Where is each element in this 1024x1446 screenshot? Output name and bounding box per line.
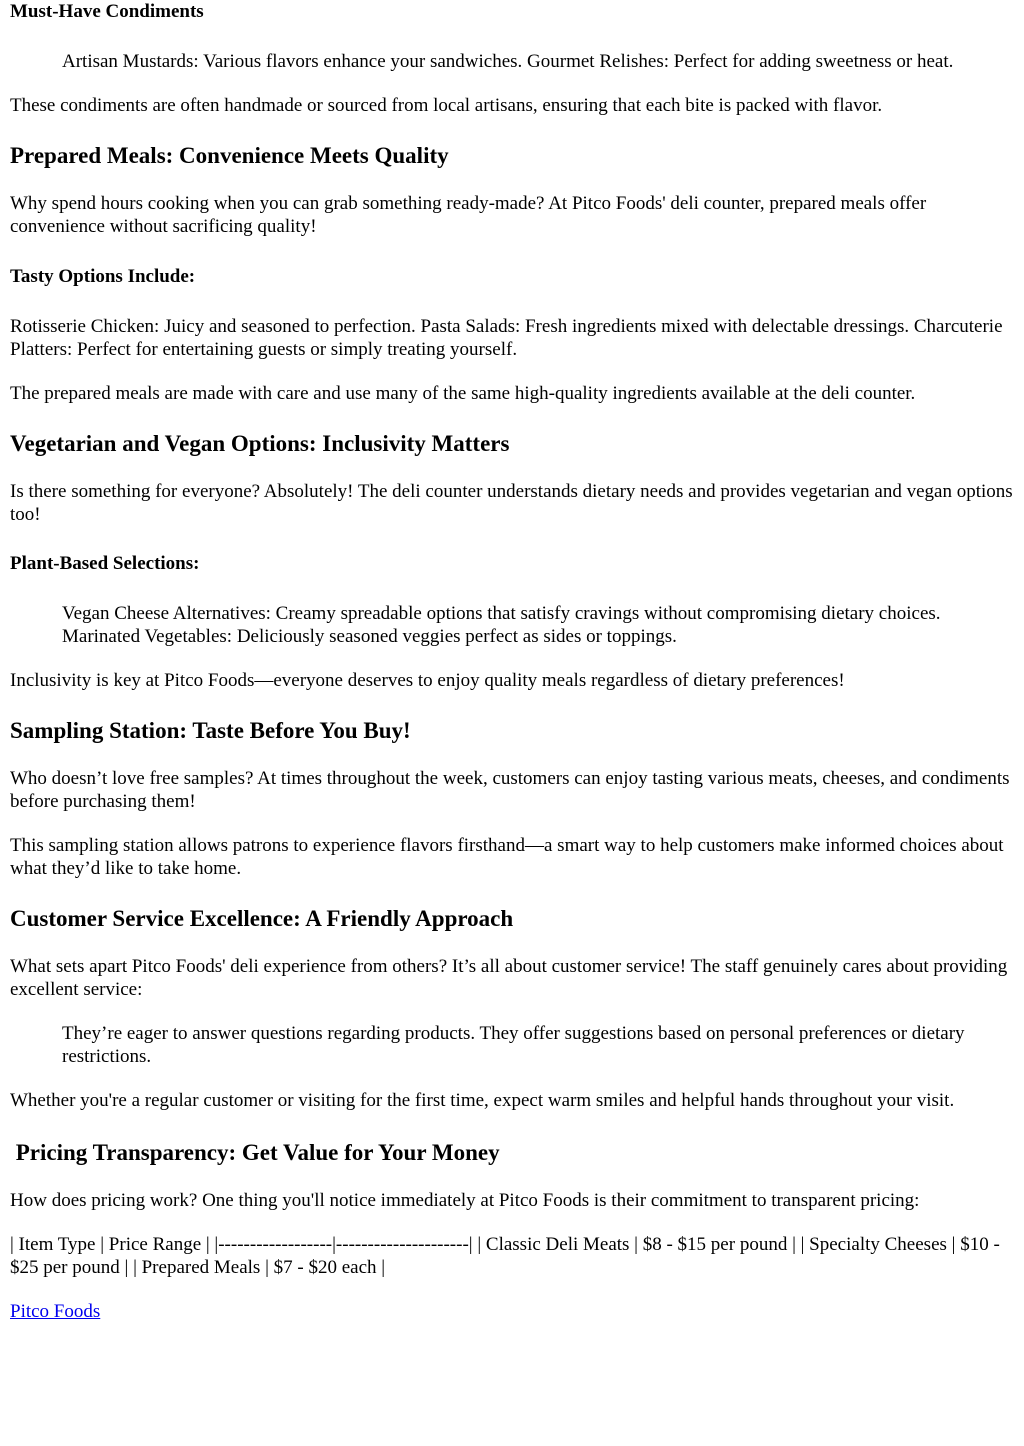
prepared-meals-note: The prepared meals are made with care and use many of the same high-quality ingredients available at the deli counter. <box>10 383 916 404</box>
pricing-table-text: | Item Type | Price Range | |------------------|---------------------| | Classic Deli Meats | $8 - $15 per pound | | Specialty Cheeses | $10 - $25 per pound | | Prepared Meals | $7 - $20 each | <box>10 1234 1000 1278</box>
section-heading-pricing: Pricing Transparency: Get Value for Your Money <box>10 1140 500 1165</box>
condiments-quote: Artisan Mustards: Various flavors enhance your sandwiches. Gourmet Relishes: Perfect for adding sweetness or heat. <box>62 51 954 72</box>
section-heading-customer-service: Customer Service Excellence: A Friendly Approach <box>10 906 514 931</box>
section-heading-prepared-meals: Prepared Meals: Convenience Meets Quality <box>10 143 449 168</box>
section-heading-condiments: Must-Have Condiments <box>10 1 204 22</box>
section-heading-vegan: Vegetarian and Vegan Options: Inclusivity Matters <box>10 431 510 456</box>
customer-service-note: Whether you're a regular customer or visiting for the first time, expect warm smiles and helpful hands throughout your visit. <box>10 1090 955 1111</box>
customer-service-quote: They’re eager to answer questions regarding products. They offer suggestions based on personal preferences or dietary restrictions. <box>62 1023 965 1067</box>
plant-based-quote: Vegan Cheese Alternatives: Creamy spreadable options that satisfy cravings without compromising dietary choices. Marinated Vegetables: Deliciously seasoned veggies perfect as sides or toppings. <box>62 603 941 647</box>
vegan-intro: Is there something for everyone? Absolutely! The deli counter understands dietary needs and provides vegetarian and vegan options too! <box>10 481 1013 525</box>
prepared-meals-intro: Why spend hours cooking when you can grab something ready-made? At Pitco Foods' deli counter, prepared meals offer convenience without sacrificing quality! <box>10 193 927 237</box>
customer-service-intro: What sets apart Pitco Foods' deli experience from others? It’s all about customer service! The staff genuinely cares about providing excellent service: <box>10 956 1008 1000</box>
subheading-tasty-options: Tasty Options Include: <box>10 266 196 287</box>
pricing-intro: How does pricing work? One thing you'll notice immediately at Pitco Foods is their commitment to transparent pricing: <box>10 1190 920 1211</box>
sampling-paragraph-2: This sampling station allows patrons to experience flavors firsthand—a smart way to help customers make informed choices about what they’d like to take home. <box>10 835 1004 879</box>
sampling-paragraph-1: Who doesn’t love free samples? At times throughout the week, customers can enjoy tasting various meats, cheeses, and condiments before purchasing them! <box>10 768 1010 812</box>
section-heading-sampling: Sampling Station: Taste Before You Buy! <box>10 718 411 743</box>
pitco-foods-link[interactable]: Pitco Foods <box>10 1301 101 1322</box>
vegan-note: Inclusivity is key at Pitco Foods—everyone deserves to enjoy quality meals regardless of dietary preferences! <box>10 670 845 691</box>
tasty-options-list: Rotisserie Chicken: Juicy and seasoned to perfection. Pasta Salads: Fresh ingredients mixed with delectable dressings. Charcuterie Platters: Perfect for entertaining guests or simply treating yourself. <box>10 316 1003 360</box>
condiments-note: These condiments are often handmade or sourced from local artisans, ensuring that each bite is packed with flavor. <box>10 95 883 116</box>
subheading-plant-based: Plant-Based Selections: <box>10 553 200 574</box>
